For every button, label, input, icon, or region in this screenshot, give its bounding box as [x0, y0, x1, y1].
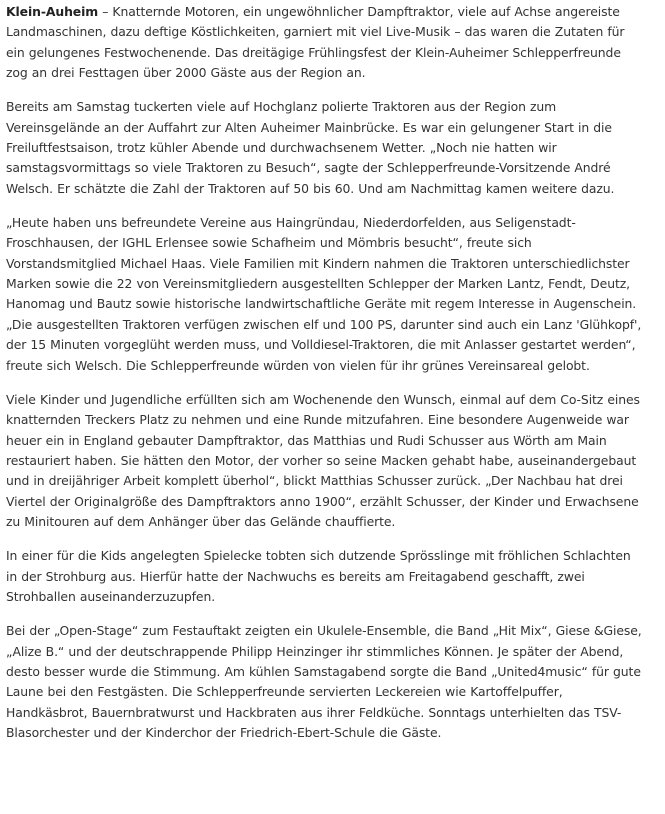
paragraph-open-stage: Bei der „Open-Stage“ zum Festauftakt zeigten ein Ukulele-Ensemble, die Band „Hit Mix“, Giese &Giese, „Alize B.“ und der deutschrappende Philipp Heinzinger ihr stimmliches Können. Je später der Abend, desto besser wurde die Stimmung. Am kühlen Samstagabend sorgte die Band „United4music“ für gute Laune bei den Festgästen. Die Schlepperfreunde servierten Leckereien wie Kartoffelpuffer, Handkäsbrot, Bauernbratwurst und Hackbraten aus ihrer Feldküche. Sonntags unterhielten das TSV-Blasorchester und der Kinderchor der Friedrich-Ebert-Schule die Gäste.: [6, 623, 642, 740]
paragraph-saturday-start: Bereits am Samstag tuckerten viele auf Hochglanz polierte Traktoren aus der Region zum Vereinsgelände an der Auffahrt zur Alten Auheimer Mainbrücke. Es war ein gelungener Start in die Freiluftfestsaison, trotz kühler Abende und durchwachsenem Wetter. „Noch nie hatten wir samstagsvormittags so viele Traktoren zu Besuch“, sagte der Schlepperfreunde-Vorsitzende André Welsch. Er schätzte die Zahl der Traktoren auf 50 bis 60. Und am Nachmittag kamen weitere dazu.: [6, 99, 615, 196]
dateline: Klein-Auheim: [6, 4, 99, 19]
paragraph-steam-tractor: Viele Kinder und Jugendliche erfüllten sich am Wochenende den Wunsch, einmal auf dem Co-Sitz eines knatternden Treckers Platz zu nehmen und eine Runde mitzufahren. Eine besondere Augenweide war heuer ein in England gebauter Dampftraktor, das Matthias und Rudi Schusser aus Wörth am Main restauriert haben. Sie hätten den Motor, der vorher so seine Macken gehabt habe, auseinandergebaut und in dreijähriger Arbeit komplett überhol“, blickt Matthias Schusser zurück. „Der Nachbau hat drei Viertel der Originalgröße des Dampftraktors anno 1900“, erzählt Schusser, der Kinder und Erwachsene zu Minitouren auf dem Anhänger über das Gelände chauffierte.: [6, 391, 640, 529]
lead-paragraph: [6, 2, 643, 83]
paragraph-visiting-clubs: „Heute haben uns befreundete Vereine aus Haingründau, Niederdorfelden, aus Seligenstadt-Froschhausen, der IGHL Erlensee sowie Schafheim und Mömbris besucht“, freute sich Vorstandsmitglied Michael Haas. Viele Familien mit Kindern nahmen die Traktoren unterschiedlichster Marken sowie die 22 von Vereinsmitgliedern ausgestellten Schlepper der Marken Lantz, Fendt, Deutz, Hanomag und Bautz sowie historische landwirtschaftliche Geräte mit regem Interesse in Augenschein. „Die ausgestellten Traktoren verfügen zwischen elf und 100 PS, darunter sind auch ein Lanz 'Glühkopf', der 15 Minuten vorgeglüht werden muss, und Volldiesel-Traktoren, die mit Anlasser gestartet werden“, freute sich Welsch. Die Schlepperfreunde würden von vielen für ihr grünes Vereinsareal gelobt.: [6, 215, 642, 373]
lead-text: – Knatternde Motoren, ein ungewöhnlicher Dampftraktor, viele auf Achse angereiste Landmaschinen, dazu deftige Köstlichkeiten, garniert mit viel Live-Musik – das waren die Zutaten für ein gelungenes Festwochenende. Das dreitägige Frühlingsfest der Klein-Auheimer Schlepperfreunde zog an drei Festtagen über 2000 Gäste aus der Region an.: [6, 4, 625, 81]
paragraph-kids-corner: In einer für die Kids angelegten Spielecke tobten sich dutzende Sprösslinge mit fröhlichen Schlachten in der Strohburg aus. Hierfür hatte der Nachwuchs es bereits am Freitagabend geschafft, zwei Strohballen auseinanderzuzupfen.: [6, 548, 631, 604]
